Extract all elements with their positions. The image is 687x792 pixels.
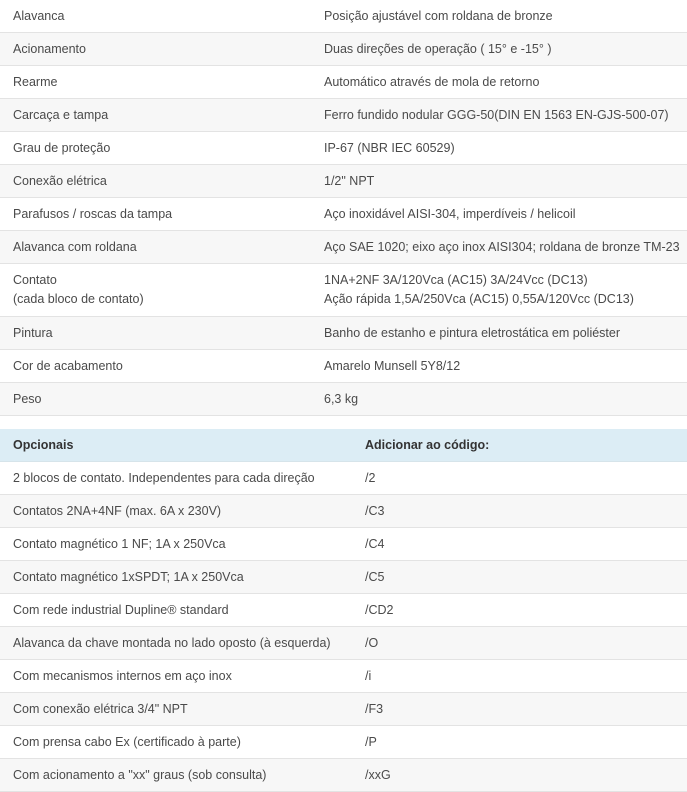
option-code: /P: [352, 726, 687, 759]
spec-label: Peso: [0, 383, 311, 416]
spec-label-line: Contato: [13, 273, 57, 287]
option-label: 2 blocos de contato. Independentes para cada direção: [0, 462, 352, 495]
table-row: [0, 528, 687, 561]
options-header-label: Opcionais: [0, 429, 352, 462]
table-spacer: [0, 416, 687, 429]
table-row: [0, 264, 687, 317]
table-row: [0, 198, 687, 231]
spec-label: Carcaça e tampa: [0, 99, 311, 132]
option-label: Com acionamento a "xx" graus (sob consulta): [0, 759, 352, 792]
option-label: Alavanca da chave montada no lado oposto (à esquerda): [0, 627, 352, 660]
spec-value: 6,3 kg: [311, 383, 687, 416]
spec-label: Pintura: [0, 317, 311, 350]
option-label: Com prensa cabo Ex (certificado à parte): [0, 726, 352, 759]
spec-label-line: (cada bloco de contato): [13, 292, 144, 306]
spec-label: Cor de acabamento: [0, 350, 311, 383]
table-row: [0, 495, 687, 528]
spec-value: Automático através de mola de retorno: [311, 66, 687, 99]
spec-value: Aço inoxidável AISI-304, imperdíveis / helicoil: [311, 198, 687, 231]
table-row: [0, 132, 687, 165]
options-table: [0, 429, 687, 792]
spec-value: Amarelo Munsell 5Y8/12: [311, 350, 687, 383]
option-code: /O: [352, 627, 687, 660]
option-code: /xxG: [352, 759, 687, 792]
option-label: Com rede industrial Dupline® standard: [0, 594, 352, 627]
spec-value: 1/2" NPT: [311, 165, 687, 198]
spec-value: Aço SAE 1020; eixo aço inox AISI304; roldana de bronze TM-23: [311, 231, 687, 264]
spec-value: Ferro fundido nodular GGG-50(DIN EN 1563 EN-GJS-500-07): [311, 99, 687, 132]
table-row: [0, 383, 687, 416]
spec-label: Alavanca: [0, 0, 311, 33]
table-row: [0, 0, 687, 33]
spec-value-line: 1NA+2NF 3A/120Vca (AC15) 3A/24Vcc (DC13): [324, 273, 588, 287]
option-code: /C5: [352, 561, 687, 594]
option-code: /i: [352, 660, 687, 693]
table-row: [0, 99, 687, 132]
spec-value: [311, 264, 687, 317]
option-label: Com conexão elétrica 3/4" NPT: [0, 693, 352, 726]
table-row: [0, 317, 687, 350]
spec-label: Parafusos / roscas da tampa: [0, 198, 311, 231]
table-row: [0, 165, 687, 198]
option-code: /2: [352, 462, 687, 495]
table-row: [0, 231, 687, 264]
table-row: [0, 693, 687, 726]
option-code: /F3: [352, 693, 687, 726]
spec-label: Alavanca com roldana: [0, 231, 311, 264]
spec-value: IP-67 (NBR IEC 60529): [311, 132, 687, 165]
table-row: [0, 33, 687, 66]
table-row: [0, 350, 687, 383]
spec-label: Conexão elétrica: [0, 165, 311, 198]
option-code: /C4: [352, 528, 687, 561]
table-row: [0, 627, 687, 660]
table-row: [0, 759, 687, 792]
spec-label: [0, 264, 311, 317]
option-label: Com mecanismos internos em aço inox: [0, 660, 352, 693]
spec-value: Banho de estanho e pintura eletrostática em poliéster: [311, 317, 687, 350]
table-row: [0, 462, 687, 495]
option-label: Contato magnético 1xSPDT; 1A x 250Vca: [0, 561, 352, 594]
table-row: [0, 726, 687, 759]
spec-value: Posição ajustável com roldana de bronze: [311, 0, 687, 33]
option-label: Contato magnético 1 NF; 1A x 250Vca: [0, 528, 352, 561]
spec-value-line: Ação rápida 1,5A/250Vca (AC15) 0,55A/120Vcc (DC13): [324, 292, 634, 306]
spec-value: Duas direções de operação ( 15° e -15° ): [311, 33, 687, 66]
option-code: /C3: [352, 495, 687, 528]
table-row: [0, 660, 687, 693]
table-row: [0, 561, 687, 594]
spec-label: Rearme: [0, 66, 311, 99]
option-code: /CD2: [352, 594, 687, 627]
table-row: [0, 594, 687, 627]
option-label: Contatos 2NA+4NF (max. 6A x 230V): [0, 495, 352, 528]
options-header-code: Adicionar ao código:: [352, 429, 687, 462]
spec-label: Acionamento: [0, 33, 311, 66]
options-header-row: [0, 429, 687, 462]
table-row: [0, 66, 687, 99]
spec-label: Grau de proteção: [0, 132, 311, 165]
